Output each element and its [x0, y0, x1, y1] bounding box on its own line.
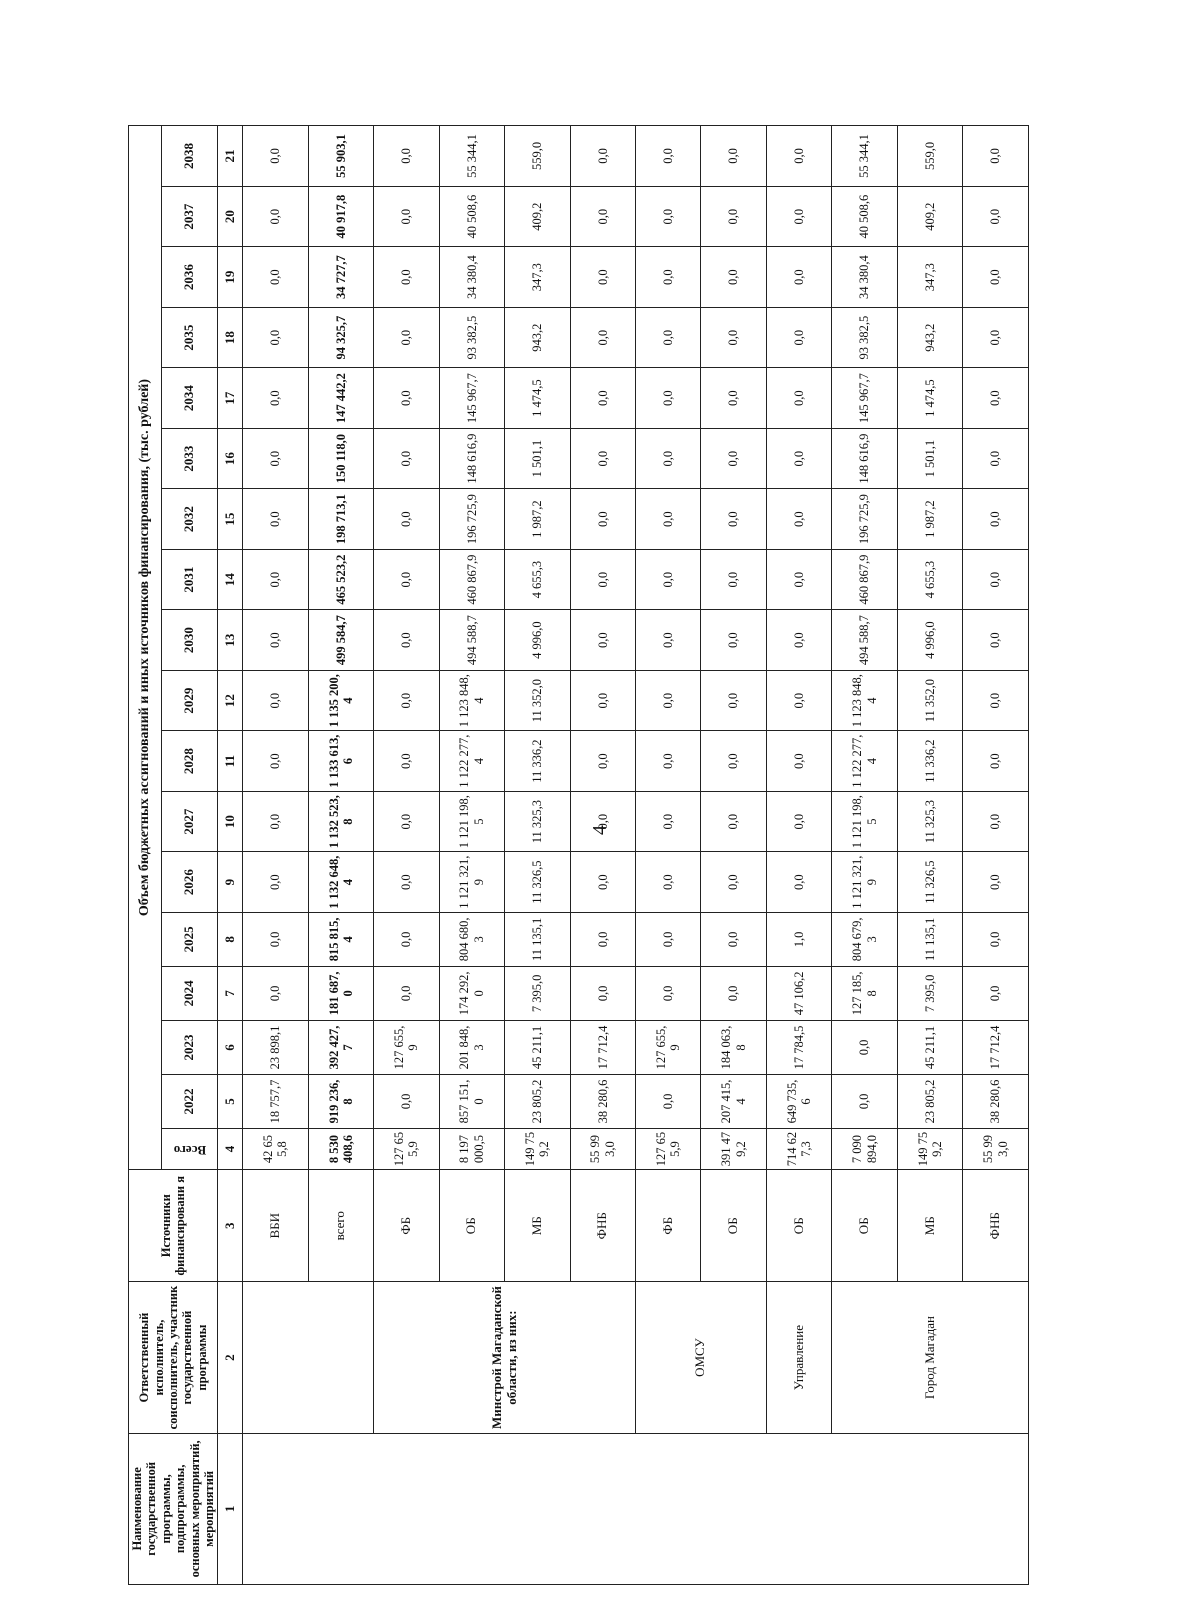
value-cell: 0,0 [635, 247, 700, 308]
value-cell: 0,0 [243, 126, 308, 187]
value-cell: 38 280,6 [570, 1074, 635, 1128]
value-cell: 1 474,5 [897, 368, 962, 429]
value-cell: 943,2 [897, 307, 962, 368]
value-cell: 409,2 [505, 186, 570, 247]
value-cell: 40 508,6 [832, 186, 897, 247]
value-cell: 0,0 [701, 791, 766, 852]
value-cell: 0,0 [635, 186, 700, 247]
value-cell: 0,0 [570, 670, 635, 731]
value-cell: 55 993,0 [570, 1129, 635, 1170]
value-cell: 0,0 [374, 489, 439, 550]
value-cell: 815 815,4 [308, 912, 373, 966]
value-cell: 0,0 [374, 428, 439, 489]
value-cell: 0,0 [963, 731, 1029, 792]
value-cell: 0,0 [374, 610, 439, 671]
value-cell: 0,0 [701, 852, 766, 913]
column-number: 12 [218, 670, 243, 731]
header-year: 2036 [162, 247, 218, 308]
header-year: 2029 [162, 670, 218, 731]
value-cell: 0,0 [963, 912, 1029, 966]
value-cell: 23 898,1 [243, 1020, 308, 1074]
value-cell: 0,0 [701, 428, 766, 489]
value-cell: 0,0 [570, 126, 635, 187]
value-cell: 494 588,7 [832, 610, 897, 671]
value-cell: 34 727,7 [308, 247, 373, 308]
value-cell: 919 236,8 [308, 1074, 373, 1128]
value-cell: 11 326,5 [897, 852, 962, 913]
value-cell: 145 967,7 [832, 368, 897, 429]
value-cell: 1 121 198,5 [832, 791, 897, 852]
table-row [635, 126, 700, 1585]
value-cell: 0,0 [766, 489, 831, 550]
value-cell: 174 292,0 [439, 966, 504, 1020]
value-cell: 857 151,0 [439, 1074, 504, 1128]
source-cell: всего [308, 1170, 373, 1282]
value-cell: 0,0 [963, 610, 1029, 671]
value-cell: 127 655,9 [635, 1020, 700, 1074]
value-cell: 0,0 [963, 489, 1029, 550]
source-cell: МБ [505, 1170, 570, 1282]
value-cell: 714 627,3 [766, 1129, 831, 1170]
value-cell: 0,0 [766, 368, 831, 429]
value-cell: 0,0 [963, 428, 1029, 489]
source-cell: ВБИ [243, 1170, 308, 1282]
header-year: 2037 [162, 186, 218, 247]
column-numbers-row [218, 126, 243, 1585]
value-cell: 0,0 [243, 489, 308, 550]
value-cell: 55 344,1 [439, 126, 504, 187]
value-cell: 0,0 [374, 731, 439, 792]
value-cell: 0,0 [635, 126, 700, 187]
program-name-cell [243, 1433, 1029, 1584]
value-cell: 0,0 [570, 966, 635, 1020]
value-cell: 0,0 [635, 549, 700, 610]
value-cell: 181 687,0 [308, 966, 373, 1020]
value-cell: 0,0 [374, 307, 439, 368]
value-cell: 94 325,7 [308, 307, 373, 368]
column-number: 10 [218, 791, 243, 852]
value-cell: 0,0 [374, 791, 439, 852]
value-cell: 0,0 [963, 549, 1029, 610]
value-cell: 0,0 [243, 247, 308, 308]
value-cell: 0,0 [701, 912, 766, 966]
value-cell: 4 655,3 [505, 549, 570, 610]
column-number: 17 [218, 368, 243, 429]
value-cell: 0,0 [766, 549, 831, 610]
value-cell: 207 415,4 [701, 1074, 766, 1128]
value-cell: 0,0 [374, 912, 439, 966]
value-cell: 55 903,1 [308, 126, 373, 187]
header-responsible: Ответственный исполнитель, соисполнитель, участник государственной программы [129, 1282, 218, 1433]
value-cell: 465 523,2 [308, 549, 373, 610]
value-cell: 150 118,0 [308, 428, 373, 489]
value-cell: 17 712,4 [963, 1020, 1029, 1074]
value-cell: 1 123 848,4 [439, 670, 504, 731]
value-cell: 0,0 [701, 966, 766, 1020]
value-cell: 0,0 [374, 186, 439, 247]
value-cell: 0,0 [570, 428, 635, 489]
column-number: 20 [218, 186, 243, 247]
value-cell: 0,0 [635, 489, 700, 550]
value-cell: 0,0 [635, 428, 700, 489]
column-number: 3 [218, 1170, 243, 1282]
header-year: 2030 [162, 610, 218, 671]
financing-table-container [128, 125, 1008, 1585]
value-cell: 499 584,7 [308, 610, 373, 671]
value-cell: 0,0 [635, 912, 700, 966]
value-cell: 0,0 [570, 610, 635, 671]
value-cell: 1 132 523,8 [308, 791, 373, 852]
value-cell: 196 725,9 [439, 489, 504, 550]
value-cell: 0,0 [635, 670, 700, 731]
header-year: 2031 [162, 549, 218, 610]
value-cell: 460 867,9 [832, 549, 897, 610]
page-number: 4 [589, 825, 611, 835]
value-cell: 0,0 [243, 186, 308, 247]
value-cell: 0,0 [243, 428, 308, 489]
value-cell: 0,0 [243, 610, 308, 671]
value-cell: 198 713,1 [308, 489, 373, 550]
value-cell: 0,0 [701, 186, 766, 247]
value-cell: 0,0 [570, 307, 635, 368]
value-cell: 0,0 [570, 731, 635, 792]
value-cell: 943,2 [505, 307, 570, 368]
column-number: 5 [218, 1074, 243, 1128]
value-cell: 0,0 [635, 368, 700, 429]
header-year: 2023 [162, 1020, 218, 1074]
column-number: 8 [218, 912, 243, 966]
value-cell: 1 123 848,4 [832, 670, 897, 731]
value-cell: 804 679,3 [832, 912, 897, 966]
value-cell: 11 352,0 [897, 670, 962, 731]
column-number: 9 [218, 852, 243, 913]
column-number: 6 [218, 1020, 243, 1074]
value-cell: 0,0 [766, 186, 831, 247]
value-cell: 47 106,2 [766, 966, 831, 1020]
value-cell: 55 993,0 [963, 1129, 1029, 1170]
value-cell: 409,2 [897, 186, 962, 247]
value-cell: 392 427,7 [308, 1020, 373, 1074]
value-cell: 0,0 [243, 791, 308, 852]
header-sources: Источники финансировани я [129, 1170, 218, 1282]
column-number: 2 [218, 1282, 243, 1433]
value-cell: 0,0 [766, 610, 831, 671]
table-row [832, 126, 897, 1585]
value-cell: 149 759,2 [897, 1129, 962, 1170]
value-cell: 0,0 [635, 852, 700, 913]
column-number: 7 [218, 966, 243, 1020]
value-cell: 184 063,8 [701, 1020, 766, 1074]
value-cell: 0,0 [963, 966, 1029, 1020]
source-cell: ФБ [635, 1170, 700, 1282]
value-cell: 0,0 [374, 1074, 439, 1128]
value-cell: 0,0 [570, 549, 635, 610]
value-cell: 559,0 [505, 126, 570, 187]
value-cell: 55 344,1 [832, 126, 897, 187]
group-ministry: Минстрой Магаданской области, из них: [374, 1282, 636, 1433]
value-cell: 23 805,2 [505, 1074, 570, 1128]
value-cell: 34 380,4 [832, 247, 897, 308]
value-cell: 804 680,3 [439, 912, 504, 966]
value-cell: 0,0 [963, 852, 1029, 913]
value-cell: 45 211,1 [897, 1020, 962, 1074]
value-cell: 0,0 [374, 247, 439, 308]
value-cell: 4 655,3 [897, 549, 962, 610]
value-cell: 0,0 [243, 852, 308, 913]
value-cell: 0,0 [766, 791, 831, 852]
value-cell: 0,0 [963, 368, 1029, 429]
value-cell: 1 121 321,9 [439, 852, 504, 913]
value-cell: 0,0 [963, 791, 1029, 852]
value-cell: 0,0 [374, 670, 439, 731]
value-cell: 93 382,5 [439, 307, 504, 368]
source-cell: МБ [897, 1170, 962, 1282]
value-cell: 1 121 321,9 [832, 852, 897, 913]
value-cell: 347,3 [897, 247, 962, 308]
value-cell: 196 725,9 [832, 489, 897, 550]
value-cell: 40 508,6 [439, 186, 504, 247]
value-cell: 4 996,0 [897, 610, 962, 671]
value-cell: 0,0 [766, 670, 831, 731]
value-cell: 17 784,5 [766, 1020, 831, 1074]
value-cell: 148 616,9 [439, 428, 504, 489]
header-year: 2038 [162, 126, 218, 187]
column-number: 1 [218, 1433, 243, 1584]
value-cell: 0,0 [243, 368, 308, 429]
value-cell: 347,3 [505, 247, 570, 308]
value-cell: 0,0 [701, 731, 766, 792]
value-cell: 391 479,2 [701, 1129, 766, 1170]
value-cell: 0,0 [243, 966, 308, 1020]
value-cell: 23 805,2 [897, 1074, 962, 1128]
column-number: 13 [218, 610, 243, 671]
header-year: 2022 [162, 1074, 218, 1128]
header-volume: Объем бюджетных ассигнований и иных источников финансирования, (тыс. рублей) [129, 126, 162, 1170]
value-cell: 38 280,6 [963, 1074, 1029, 1128]
value-cell: 7 395,0 [897, 966, 962, 1020]
value-cell: 1 132 648,4 [308, 852, 373, 913]
value-cell: 0,0 [963, 247, 1029, 308]
value-cell: 0,0 [766, 307, 831, 368]
header-program-name: Наименование государственной программы, подпрограммы, основных мероприятий, мероприятий [129, 1433, 218, 1584]
header-year: 2033 [162, 428, 218, 489]
value-cell: 127 185,8 [832, 966, 897, 1020]
value-cell: 0,0 [701, 549, 766, 610]
table-row [243, 126, 308, 1585]
value-cell: 0,0 [570, 247, 635, 308]
source-cell: ОБ [439, 1170, 504, 1282]
value-cell: 0,0 [832, 1074, 897, 1128]
value-cell: 494 588,7 [439, 610, 504, 671]
value-cell: 0,0 [635, 966, 700, 1020]
value-cell: 0,0 [766, 731, 831, 792]
group-omsu: ОМСУ [635, 1282, 766, 1433]
value-cell: 11 352,0 [505, 670, 570, 731]
value-cell: 0,0 [570, 489, 635, 550]
value-cell: 8 530 408,6 [308, 1129, 373, 1170]
value-cell: 45 211,1 [505, 1020, 570, 1074]
value-cell: 0,0 [635, 791, 700, 852]
source-cell: ФНБ [570, 1170, 635, 1282]
value-cell: 1 501,1 [505, 428, 570, 489]
value-cell: 0,0 [963, 307, 1029, 368]
value-cell: 0,0 [701, 307, 766, 368]
value-cell: 11 336,2 [505, 731, 570, 792]
value-cell: 460 867,9 [439, 549, 504, 610]
value-cell: 0,0 [963, 186, 1029, 247]
value-cell: 34 380,4 [439, 247, 504, 308]
value-cell: 127 655,9 [374, 1020, 439, 1074]
value-cell: 93 382,5 [832, 307, 897, 368]
value-cell: 1 122 277,4 [439, 731, 504, 792]
value-cell: 0,0 [701, 670, 766, 731]
value-cell: 0,0 [570, 912, 635, 966]
value-cell: 649 735,6 [766, 1074, 831, 1128]
value-cell: 145 967,7 [439, 368, 504, 429]
value-cell: 42 655,8 [243, 1129, 308, 1170]
value-cell: 0,0 [701, 610, 766, 671]
value-cell: 1,0 [766, 912, 831, 966]
value-cell: 0,0 [570, 852, 635, 913]
source-cell: ОБ [701, 1170, 766, 1282]
value-cell: 40 917,8 [308, 186, 373, 247]
financing-table [128, 125, 1029, 1585]
source-cell: ФБ [374, 1170, 439, 1282]
value-cell: 0,0 [832, 1020, 897, 1074]
value-cell: 11 325,3 [897, 791, 962, 852]
value-cell: 149 759,2 [505, 1129, 570, 1170]
value-cell: 1 135 200,4 [308, 670, 373, 731]
group-magadan: Город Магадан [832, 1282, 1028, 1433]
header-year: 2034 [162, 368, 218, 429]
value-cell: 8 197 000,5 [439, 1129, 504, 1170]
value-cell: 0,0 [374, 368, 439, 429]
value-cell: 0,0 [374, 126, 439, 187]
value-cell: 11 326,5 [505, 852, 570, 913]
value-cell: 0,0 [701, 368, 766, 429]
value-cell: 7 090 894,0 [832, 1129, 897, 1170]
header-total: Всего [162, 1129, 218, 1170]
value-cell: 0,0 [963, 670, 1029, 731]
table-body [218, 126, 1029, 1585]
value-cell: 0,0 [766, 126, 831, 187]
column-number: 21 [218, 126, 243, 187]
value-cell: 1 501,1 [897, 428, 962, 489]
header-year: 2032 [162, 489, 218, 550]
header-year: 2024 [162, 966, 218, 1020]
value-cell: 127 655,9 [374, 1129, 439, 1170]
value-cell: 0,0 [374, 966, 439, 1020]
value-cell: 0,0 [570, 368, 635, 429]
value-cell: 0,0 [243, 549, 308, 610]
value-cell: 11 336,2 [897, 731, 962, 792]
value-cell: 1 133 613,6 [308, 731, 373, 792]
header-year: 2028 [162, 731, 218, 792]
column-number: 15 [218, 489, 243, 550]
value-cell: 0,0 [701, 126, 766, 187]
value-cell: 0,0 [766, 428, 831, 489]
value-cell: 0,0 [374, 852, 439, 913]
table-row [374, 126, 439, 1585]
column-number: 18 [218, 307, 243, 368]
value-cell: 1 987,2 [897, 489, 962, 550]
value-cell: 0,0 [635, 307, 700, 368]
header-year: 2027 [162, 791, 218, 852]
value-cell: 559,0 [897, 126, 962, 187]
value-cell: 0,0 [701, 489, 766, 550]
value-cell: 201 848,3 [439, 1020, 504, 1074]
source-cell: ОБ [832, 1170, 897, 1282]
value-cell: 1 121 198,5 [439, 791, 504, 852]
source-cell: ОБ [766, 1170, 831, 1282]
value-cell: 0,0 [243, 912, 308, 966]
value-cell: 0,0 [963, 126, 1029, 187]
value-cell: 0,0 [635, 610, 700, 671]
value-cell: 11 135,1 [897, 912, 962, 966]
header-year: 2035 [162, 307, 218, 368]
header-year: 2026 [162, 852, 218, 913]
value-cell: 0,0 [635, 1074, 700, 1128]
value-cell: 0,0 [766, 247, 831, 308]
value-cell: 7 395,0 [505, 966, 570, 1020]
value-cell: 0,0 [701, 247, 766, 308]
responsible-cell-blank [243, 1282, 374, 1433]
value-cell: 148 616,9 [832, 428, 897, 489]
value-cell: 0,0 [243, 670, 308, 731]
source-cell: ФНБ [963, 1170, 1029, 1282]
table-row [766, 126, 831, 1585]
value-cell: 1 987,2 [505, 489, 570, 550]
value-cell: 0,0 [243, 307, 308, 368]
group-upravlenie: Управление [766, 1282, 831, 1433]
value-cell: 0,0 [766, 852, 831, 913]
value-cell: 11 135,1 [505, 912, 570, 966]
column-number: 14 [218, 549, 243, 610]
value-cell: 1 122 277,4 [832, 731, 897, 792]
value-cell: 0,0 [570, 791, 635, 852]
column-number: 4 [218, 1129, 243, 1170]
value-cell: 11 325,3 [505, 791, 570, 852]
value-cell: 0,0 [635, 731, 700, 792]
value-cell: 0,0 [243, 731, 308, 792]
column-number: 16 [218, 428, 243, 489]
value-cell: 0,0 [570, 186, 635, 247]
value-cell: 4 996,0 [505, 610, 570, 671]
value-cell: 17 712,4 [570, 1020, 635, 1074]
value-cell: 127 655,9 [635, 1129, 700, 1170]
column-number: 11 [218, 731, 243, 792]
value-cell: 0,0 [374, 549, 439, 610]
value-cell: 1 474,5 [505, 368, 570, 429]
header-year: 2025 [162, 912, 218, 966]
value-cell: 147 442,2 [308, 368, 373, 429]
column-number: 19 [218, 247, 243, 308]
value-cell: 18 757,7 [243, 1074, 308, 1128]
